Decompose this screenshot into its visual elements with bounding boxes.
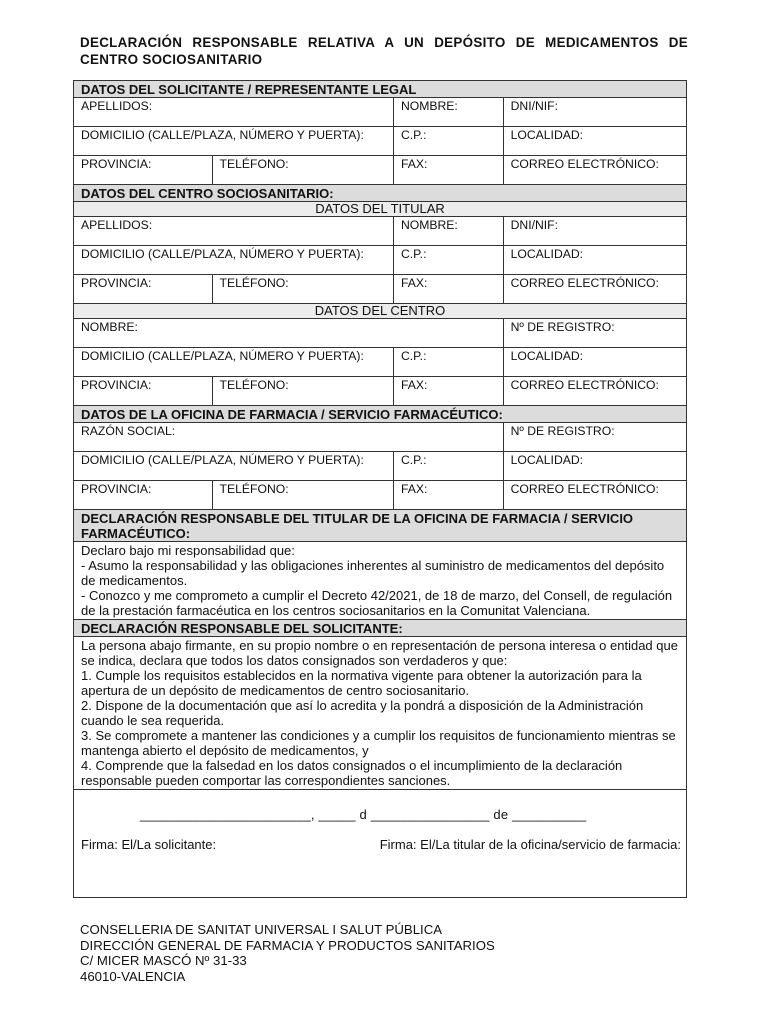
farmacia-registro-field[interactable]: Nº DE REGISTRO: — [510, 424, 615, 438]
footer-line-3: C/ MICER MASCÓ Nº 31-33 — [80, 953, 247, 968]
farmacia-row-3 — [74, 481, 686, 510]
place-date-line[interactable]: _______________________, _____ d ________________ de __________ — [140, 807, 587, 822]
titular-telefono-field[interactable]: TELÉFONO: — [213, 275, 394, 303]
titular-fax-field[interactable]: FAX: — [394, 275, 504, 303]
centro-nombre-field[interactable]: NOMBRE: — [74, 319, 504, 347]
titular-provincia-field[interactable]: PROVINCIA: — [74, 275, 213, 303]
decl-solicitante-item-4: 4. Comprende que la falsedad en los datos consignados o el incumplimiento de la declaración responsable pueden comportar las correspondientes sanciones. — [81, 758, 623, 788]
solicitante-correo-field[interactable]: CORREO ELECTRÓNICO: — [510, 157, 659, 171]
farmacia-correo-field[interactable]: CORREO ELECTRÓNICO: — [510, 482, 659, 496]
footer-line-4: 46010-VALENCIA — [80, 968, 186, 984]
footer-line-2: DIRECCIÓN GENERAL DE FARMACIA Y PRODUCTOS SANITARIOS — [80, 937, 495, 953]
solicitante-row-1 — [74, 98, 686, 127]
footer-line-1: CONSELLERIA DE SANITAT UNIVERSAL I SALUT PÚBLICA — [80, 922, 443, 937]
titular-localidad-field[interactable]: LOCALIDAD: — [510, 247, 584, 261]
centro-correo-field[interactable]: CORREO ELECTRÓNICO: — [510, 378, 659, 392]
titular-dni-field[interactable]: DNI/NIF: — [510, 218, 558, 232]
decl-solicitante-item-3: 3. Se compromete a mantener las condiciones y a cumplir los requisitos de funcionamiento mientras se mantenga abierto el depósito de medicamentos, y — [81, 728, 676, 758]
solicitante-apellidos-field[interactable]: APELLIDOS: — [74, 98, 394, 126]
titular-nombre-field[interactable]: NOMBRE: — [394, 217, 504, 245]
farmacia-fax-field[interactable]: FAX: — [394, 481, 504, 509]
centro-row-2 — [74, 348, 686, 377]
centro-cp-field[interactable]: C.P.: — [394, 348, 504, 376]
titular-row-2 — [74, 246, 686, 275]
centro-row-1 — [74, 319, 686, 348]
decl-titular-item-1: - Asumo la responsabilidad y las obligaciones inherentes al suministro de medicamentos del depósito de medicamentos. — [81, 558, 665, 588]
centro-provincia-field[interactable]: PROVINCIA: — [74, 377, 213, 405]
signature-area — [74, 790, 686, 897]
solicitante-provincia-field[interactable]: PROVINCIA: — [74, 156, 213, 184]
firma-solicitante-label: Firma: El/La solicitante: — [81, 837, 217, 852]
centro-row-3 — [74, 377, 686, 406]
decl-solicitante-intro: La persona abajo firmante, en su propio nombre o en representación de persona interesa o entidad que se indica, declara que todos los datos consignados son verdaderos y que: — [81, 638, 678, 668]
section-solicitante-header: DATOS DEL SOLICITANTE / REPRESENTANTE LEGAL — [74, 81, 686, 98]
solicitante-domicilio-field[interactable]: DOMICILIO (CALLE/PLAZA, NÚMERO Y PUERTA): — [74, 127, 394, 155]
centro-telefono-field[interactable]: TELÉFONO: — [213, 377, 394, 405]
centro-fax-field[interactable]: FAX: — [394, 377, 504, 405]
centro-domicilio-field[interactable]: DOMICILIO (CALLE/PLAZA, NÚMERO Y PUERTA): — [74, 348, 394, 376]
decl-solicitante-item-2: 2. Dispone de la documentación que así lo acredita y la pondrá a disposición de la Administración cuando le sea requerida. — [81, 698, 644, 728]
centro-localidad-field[interactable]: LOCALIDAD: — [510, 349, 584, 363]
decl-solicitante-item-1: 1. Cumple los requisitos establecidos en la normativa vigente para obtener la autorización para la apertura de un depósito de medicamentos de centro sociosanitario. — [81, 668, 642, 698]
titular-domicilio-field[interactable]: DOMICILIO (CALLE/PLAZA, NÚMERO Y PUERTA): — [74, 246, 394, 274]
solicitante-localidad-field[interactable]: LOCALIDAD: — [510, 128, 584, 142]
section-farmacia-header: DATOS DE LA OFICINA DE FARMACIA / SERVICIO FARMACÉUTICO: — [74, 406, 686, 423]
decl-titular-body — [74, 542, 686, 620]
decl-titular-intro: Declaro bajo mi responsabilidad que: — [81, 543, 295, 558]
centro-registro-field[interactable]: Nº DE REGISTRO: — [510, 320, 615, 334]
farmacia-cp-field[interactable]: C.P.: — [394, 452, 504, 480]
document-title: DECLARACIÓN RESPONSABLE RELATIVA A UN DEPÓSITO DE MEDICAMENTOS DE CENTRO SOCIOSANITARIO — [80, 35, 688, 67]
solicitante-dni-field[interactable]: DNI/NIF: — [510, 99, 558, 113]
decl-titular-item-2: - Conozco y me comprometo a cumplir el Decreto 42/2021, de 18 de marzo, del Consell, de regulación de la prestación farmacéutica en los centros sociosanitarios en la Comunitat Valenciana. — [81, 588, 673, 618]
titular-apellidos-field[interactable]: APELLIDOS: — [74, 217, 394, 245]
farmacia-provincia-field[interactable]: PROVINCIA: — [74, 481, 213, 509]
titular-row-1 — [74, 217, 686, 246]
solicitante-row-3 — [74, 156, 686, 185]
farmacia-localidad-field[interactable]: LOCALIDAD: — [510, 453, 584, 467]
declaration-form — [73, 80, 687, 898]
farmacia-razon-social-field[interactable]: RAZÓN SOCIAL: — [74, 423, 504, 451]
titular-correo-field[interactable]: CORREO ELECTRÓNICO: — [510, 276, 659, 290]
solicitante-row-2 — [74, 127, 686, 156]
solicitante-nombre-field[interactable]: NOMBRE: — [394, 98, 504, 126]
farmacia-row-2 — [74, 452, 686, 481]
section-decl-solicitante-header: DECLARACIÓN RESPONSABLE DEL SOLICITANTE: — [74, 620, 686, 637]
farmacia-row-1 — [74, 423, 686, 452]
titular-row-3 — [74, 275, 686, 304]
section-decl-titular-header: DECLARACIÓN RESPONSABLE DEL TITULAR DE LA OFICINA DE FARMACIA / SERVICIO FARMACÉUTICO: — [74, 510, 686, 542]
decl-solicitante-body — [74, 637, 686, 790]
farmacia-domicilio-field[interactable]: DOMICILIO (CALLE/PLAZA, NÚMERO Y PUERTA): — [74, 452, 394, 480]
titular-cp-field[interactable]: C.P.: — [394, 246, 504, 274]
footer-address — [80, 922, 495, 984]
subsection-centro-header: DATOS DEL CENTRO — [74, 304, 686, 319]
section-centro-header: DATOS DEL CENTRO SOCIOSANITARIO: — [74, 185, 686, 202]
subsection-titular-header: DATOS DEL TITULAR — [74, 202, 686, 217]
solicitante-cp-field[interactable]: C.P.: — [394, 127, 504, 155]
firma-titular-label: Firma: El/La titular de la oficina/servicio de farmacia: — [379, 837, 681, 852]
farmacia-telefono-field[interactable]: TELÉFONO: — [213, 481, 394, 509]
solicitante-telefono-field[interactable]: TELÉFONO: — [213, 156, 394, 184]
solicitante-fax-field[interactable]: FAX: — [394, 156, 504, 184]
